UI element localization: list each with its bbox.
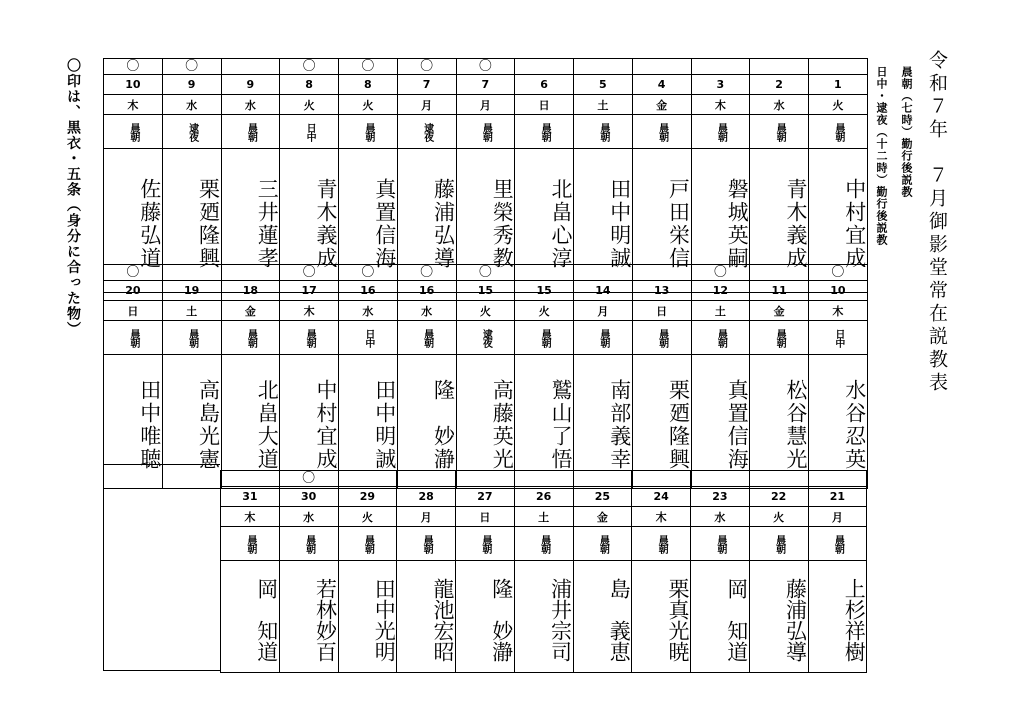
formal-attire-mark — [456, 471, 515, 487]
formal-attire-mark — [691, 471, 750, 487]
weekday-cell: 火 — [457, 301, 516, 321]
formal-attire-mark — [809, 59, 868, 75]
date-cell: 14 — [574, 281, 633, 301]
formal-attire-mark: 〇 — [104, 265, 163, 281]
preacher-cell: 真置信海 — [692, 355, 751, 489]
service-cell: 晨朝 — [280, 321, 339, 355]
preacher-cell: 佐藤弘道 — [104, 149, 163, 293]
date-cell: 5 — [574, 75, 633, 95]
service-cell: 晨朝 — [809, 527, 868, 561]
preacher-cell: 藤浦弘導 — [750, 561, 809, 673]
weekday-cell: 木 — [221, 507, 280, 527]
weekday-cell: 木 — [632, 507, 691, 527]
date-cell: 31 — [221, 487, 280, 507]
weekday-cell: 水 — [398, 301, 457, 321]
formal-attire-mark — [339, 471, 398, 487]
weekday-cell: 日 — [515, 95, 574, 115]
preacher-cell: 田中明誠 — [339, 355, 398, 489]
formal-attire-mark — [574, 265, 633, 281]
formal-attire-mark: 〇 — [457, 265, 516, 281]
service-cell: 逮夜 — [163, 115, 222, 149]
service-cell: 晨朝 — [222, 321, 281, 355]
schedule-title: 令和７年 ７月御影堂常在説教表 — [926, 50, 948, 395]
morning-service-note: 晨朝（七時）勤行後説教 — [900, 66, 913, 198]
preacher-cell: 北畠大道 — [222, 355, 281, 489]
formal-attire-mark: 〇 — [809, 265, 868, 281]
weekday-cell: 金 — [222, 301, 281, 321]
date-cell: 16 — [398, 281, 457, 301]
weekday-cell: 木 — [809, 301, 868, 321]
formal-attire-mark — [222, 59, 281, 75]
weekday-cell: 日 — [456, 507, 515, 527]
preacher-cell: 隆 妙瀞 — [456, 561, 515, 673]
service-cell: 晨朝 — [574, 115, 633, 149]
service-cell: 逮夜 — [398, 115, 457, 149]
formal-attire-mark — [515, 471, 574, 487]
preacher-cell: 田中光明 — [339, 561, 398, 673]
date-cell: 16 — [339, 281, 398, 301]
service-cell: 晨朝 — [221, 527, 280, 561]
formal-attire-mark: 〇 — [280, 265, 339, 281]
weekday-cell: 土 — [574, 95, 633, 115]
attire-note: 〇印は、黒衣・五条（身分に合った物） — [65, 58, 81, 337]
service-cell: 晨朝 — [280, 527, 339, 561]
preacher-cell: 中村宜成 — [280, 355, 339, 489]
date-cell: 17 — [280, 281, 339, 301]
weekday-cell: 木 — [692, 95, 751, 115]
preacher-cell: 島 義恵 — [574, 561, 633, 673]
date-cell: 25 — [574, 487, 633, 507]
weekday-cell: 火 — [809, 95, 868, 115]
preacher-cell: 田中明誠 — [574, 149, 633, 293]
formal-attire-mark: 〇 — [163, 59, 222, 75]
formal-attire-mark — [574, 471, 633, 487]
weekday-cell: 木 — [280, 301, 339, 321]
weekday-cell: 日 — [104, 301, 163, 321]
preacher-cell: 南部義幸 — [574, 355, 633, 489]
weekday-cell: 土 — [692, 301, 751, 321]
date-cell: 28 — [397, 487, 456, 507]
preacher-cell: 鷲山了悟 — [515, 355, 574, 489]
schedule-table-week-1 — [103, 58, 868, 293]
service-cell: 日中 — [809, 321, 868, 355]
preacher-cell: 栗廼隆興 — [633, 355, 692, 489]
preacher-cell: 水谷忍英 — [809, 355, 868, 489]
preacher-cell: 戸田栄信 — [633, 149, 692, 293]
preacher-cell: 岡 知道 — [221, 561, 280, 673]
service-cell: 晨朝 — [339, 115, 398, 149]
weekday-cell: 水 — [222, 95, 281, 115]
service-cell: 晨朝 — [515, 321, 574, 355]
preacher-cell: 磐城英嗣 — [692, 149, 751, 293]
preacher-cell: 田中唯聴 — [104, 355, 163, 489]
date-cell: 4 — [633, 75, 692, 95]
date-cell: 22 — [750, 487, 809, 507]
preacher-cell: 龍池宏昭 — [397, 561, 456, 673]
formal-attire-mark — [809, 471, 868, 487]
weekday-cell: 月 — [574, 301, 633, 321]
service-cell: 晨朝 — [692, 321, 751, 355]
formal-attire-mark: 〇 — [280, 471, 339, 487]
weekday-cell: 木 — [104, 95, 163, 115]
schedule-table-week-2 — [103, 264, 868, 489]
formal-attire-mark: 〇 — [398, 265, 457, 281]
formal-attire-mark — [515, 59, 574, 75]
date-cell: 9 — [222, 75, 281, 95]
preacher-cell: 浦井宗司 — [515, 561, 574, 673]
weekday-cell: 水 — [339, 301, 398, 321]
formal-attire-mark — [574, 59, 633, 75]
service-cell: 晨朝 — [163, 321, 222, 355]
preacher-cell: 青木義成 — [280, 149, 339, 293]
formal-attire-mark — [163, 265, 222, 281]
date-cell: 15 — [515, 281, 574, 301]
formal-attire-mark — [397, 471, 456, 487]
service-cell: 晨朝 — [632, 527, 691, 561]
weekday-cell: 水 — [163, 95, 222, 115]
service-cell: 晨朝 — [692, 115, 751, 149]
service-cell: 晨朝 — [457, 115, 516, 149]
date-cell: 7 — [398, 75, 457, 95]
service-cell: 晨朝 — [633, 115, 692, 149]
service-cell: 日中 — [280, 115, 339, 149]
weekday-cell: 月 — [398, 95, 457, 115]
date-cell: 24 — [632, 487, 691, 507]
weekday-cell: 金 — [633, 95, 692, 115]
service-cell: 晨朝 — [574, 527, 633, 561]
formal-attire-mark: 〇 — [398, 59, 457, 75]
weekday-cell: 日 — [633, 301, 692, 321]
service-cell: 晨朝 — [222, 115, 281, 149]
formal-attire-mark: 〇 — [339, 59, 398, 75]
date-cell: 11 — [750, 281, 809, 301]
formal-attire-mark: 〇 — [457, 59, 516, 75]
preacher-cell: 里榮秀教 — [457, 149, 516, 293]
date-cell: 29 — [339, 487, 398, 507]
preacher-cell: 北畠心淳 — [515, 149, 574, 293]
date-cell: 1 — [809, 75, 868, 95]
date-cell: 2 — [750, 75, 809, 95]
date-cell: 15 — [457, 281, 516, 301]
date-cell: 21 — [809, 487, 868, 507]
preacher-cell: 高藤英光 — [457, 355, 516, 489]
date-cell: 18 — [222, 281, 281, 301]
weekday-cell: 水 — [280, 507, 339, 527]
date-cell: 20 — [104, 281, 163, 301]
preacher-cell: 真置信海 — [339, 149, 398, 293]
service-cell: 晨朝 — [104, 321, 163, 355]
service-cell: 晨朝 — [633, 321, 692, 355]
weekday-cell: 土 — [515, 507, 574, 527]
formal-attire-mark — [222, 265, 281, 281]
service-cell: 晨朝 — [750, 527, 809, 561]
service-cell: 晨朝 — [515, 527, 574, 561]
service-cell: 晨朝 — [574, 321, 633, 355]
formal-attire-mark: 〇 — [692, 265, 751, 281]
formal-attire-mark — [750, 265, 809, 281]
weekday-cell: 火 — [515, 301, 574, 321]
preacher-cell: 栗真光暁 — [632, 561, 691, 673]
formal-attire-mark — [633, 265, 692, 281]
date-cell: 23 — [691, 487, 750, 507]
formal-attire-mark — [632, 471, 691, 487]
service-cell: 晨朝 — [515, 115, 574, 149]
date-cell: 10 — [104, 75, 163, 95]
weekday-cell: 火 — [750, 507, 809, 527]
weekday-cell: 火 — [280, 95, 339, 115]
weekday-cell: 土 — [163, 301, 222, 321]
date-cell: 8 — [280, 75, 339, 95]
date-cell: 26 — [515, 487, 574, 507]
preacher-cell: 藤浦弘導 — [398, 149, 457, 293]
date-cell: 19 — [163, 281, 222, 301]
service-cell: 晨朝 — [104, 115, 163, 149]
service-cell: 晨朝 — [397, 527, 456, 561]
formal-attire-mark — [633, 59, 692, 75]
date-cell: 13 — [633, 281, 692, 301]
day-evening-service-note: 日中・逮夜（十二時）勤行後説教 — [875, 66, 888, 246]
date-cell: 30 — [280, 487, 339, 507]
date-cell: 12 — [692, 281, 751, 301]
weekday-cell: 水 — [750, 95, 809, 115]
service-cell: 晨朝 — [750, 115, 809, 149]
formal-attire-mark: 〇 — [104, 59, 163, 75]
preacher-cell: 三井蓮孝 — [222, 149, 281, 293]
weekday-cell: 月 — [457, 95, 516, 115]
formal-attire-mark — [221, 471, 280, 487]
formal-attire-mark — [750, 471, 809, 487]
preacher-cell: 高島光憲 — [163, 355, 222, 489]
weekday-cell: 火 — [339, 507, 398, 527]
formal-attire-mark: 〇 — [280, 59, 339, 75]
date-cell: 10 — [809, 281, 868, 301]
date-cell: 6 — [515, 75, 574, 95]
weekday-cell: 月 — [809, 507, 868, 527]
formal-attire-mark — [515, 265, 574, 281]
preacher-cell: 松谷慧光 — [750, 355, 809, 489]
preacher-cell: 栗廼隆興 — [163, 149, 222, 293]
service-cell: 晨朝 — [750, 321, 809, 355]
preacher-cell: 青木義成 — [750, 149, 809, 293]
weekday-cell: 月 — [397, 507, 456, 527]
weekday-cell: 火 — [339, 95, 398, 115]
date-cell: 27 — [456, 487, 515, 507]
service-cell: 晨朝 — [339, 527, 398, 561]
formal-attire-mark — [692, 59, 751, 75]
schedule-table-week-3 — [220, 470, 867, 673]
preacher-cell: 中村宜成 — [809, 149, 868, 293]
preacher-cell: 隆 妙瀞 — [398, 355, 457, 489]
date-cell: 3 — [692, 75, 751, 95]
preacher-cell: 岡 知道 — [691, 561, 750, 673]
preacher-cell: 上杉祥樹 — [809, 561, 868, 673]
empty-corner-block — [103, 464, 220, 671]
weekday-cell: 金 — [574, 507, 633, 527]
date-cell: 9 — [163, 75, 222, 95]
service-cell: 逮夜 — [457, 321, 516, 355]
date-cell: 8 — [339, 75, 398, 95]
service-cell: 晨朝 — [398, 321, 457, 355]
service-cell: 晨朝 — [456, 527, 515, 561]
formal-attire-mark: 〇 — [339, 265, 398, 281]
weekday-cell: 金 — [750, 301, 809, 321]
service-cell: 晨朝 — [809, 115, 868, 149]
date-cell: 7 — [457, 75, 516, 95]
preacher-cell: 若林妙百 — [280, 561, 339, 673]
service-cell: 晨朝 — [691, 527, 750, 561]
formal-attire-mark — [750, 59, 809, 75]
weekday-cell: 水 — [691, 507, 750, 527]
service-cell: 日中 — [339, 321, 398, 355]
